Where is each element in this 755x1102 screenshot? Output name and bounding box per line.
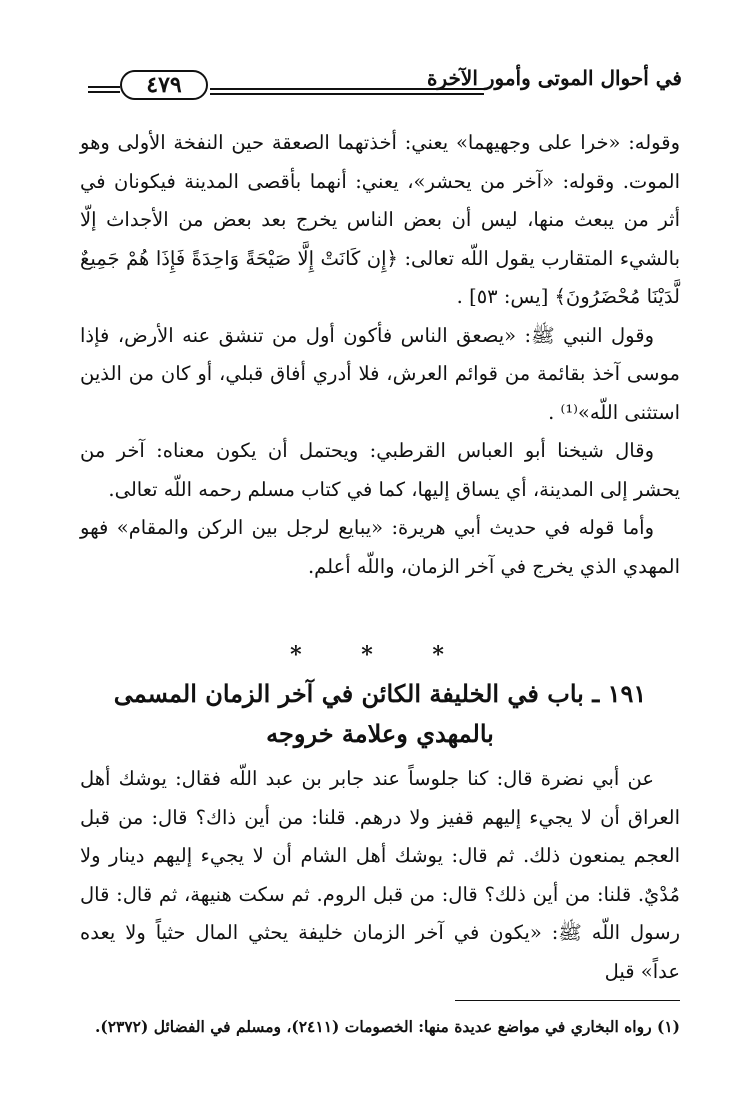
main-text [80,124,680,586]
header-rule-end [88,86,120,93]
paragraph: عن أبي نضرة قال: كنا جلوساً عند جابر بن عبد اللّه فقال: يوشك أهل العراق أن لا يجيء إليهم قفيز ولا درهم. قلنا: من أين ذاك؟ قال: من قبل العجم يمنعون ذلك. ثم قال: يوشك أهل الشام أن لا يجيء إليهم دينار ولا مُدْيٌ. قلنا: من أين ذلك؟ قال: من قبل الروم. ثم سكت هنيهة، ثم قال: قال رسول اللّه ﷺ: «يكون في آخر الزمان خليفة يحثي المال حثياً ولا يعده عداً» قيل [80,767,680,983]
footnote-rule [455,1000,680,1001]
footnote: (١) رواه البخاري في مواضع عديدة منها: الخصومات (٢٤١١)، ومسلم في الفضائل (٢٣٧٢). [94,1017,680,1036]
running-title: في أحوال الموتى وأمور الآخرة [427,66,682,90]
chapter-text [80,760,680,991]
section-separator: * * * [290,642,470,668]
paragraph: وقول النبي ﷺ: «يصعق الناس فأكون أول من تنشق عنه الأرض، فإذا موسى آخذ بقائمة من قوائم العرش، فلا أدري أفاق قبلي، أو كان من الذين استثنى اللّه»⁽¹⁾ . [80,323,680,424]
paragraph: وقال شيخنا أبو العباس القرطبي: ويحتمل أن يكون معناه: آخر من يحشر إلى المدينة، أي يساق إليها، كما في كتاب مسلم رحمه اللّه تعالى. [80,439,680,501]
paragraph: وأما قوله في حديث أبي هريرة: «يبايع لرجل بين الركن والمقام» فهو المهدي الذي يخرج في آخر الزمان، واللّه أعلم. [80,516,680,578]
page-header [88,62,682,102]
chapter-heading [80,674,680,754]
chapter-heading-line2: بالمهدي وعلامة خروجه [266,719,494,748]
page-number: ٤٧٩ [120,70,208,100]
header-rule [210,88,484,95]
chapter-heading-line1: ١٩١ ـ باب في الخليفة الكائن في آخر الزمان المسمى [113,679,647,708]
paragraph: وقوله: «خرا على وجهيهما» يعني: أخذتهما الصعقة حين النفخة الأولى وهو الموت. وقوله: «آخر من يحشر»، يعني: أنهما بأقصى المدينة فيكونان في أثر من يبعث منها، ليس أن بعض الناس يخرج بعد بعض من الأجداث إلّا بالشيء المتقارب يقول اللّه تعالى: ﴿إِن كَانَتْ إِلَّا صَيْحَةً وَاحِدَةً فَإِذَا هُمْ جَمِيعٌ لَّدَيْنَا مُحْضَرُونَ﴾ [يس: ٥٣] . [80,131,680,308]
